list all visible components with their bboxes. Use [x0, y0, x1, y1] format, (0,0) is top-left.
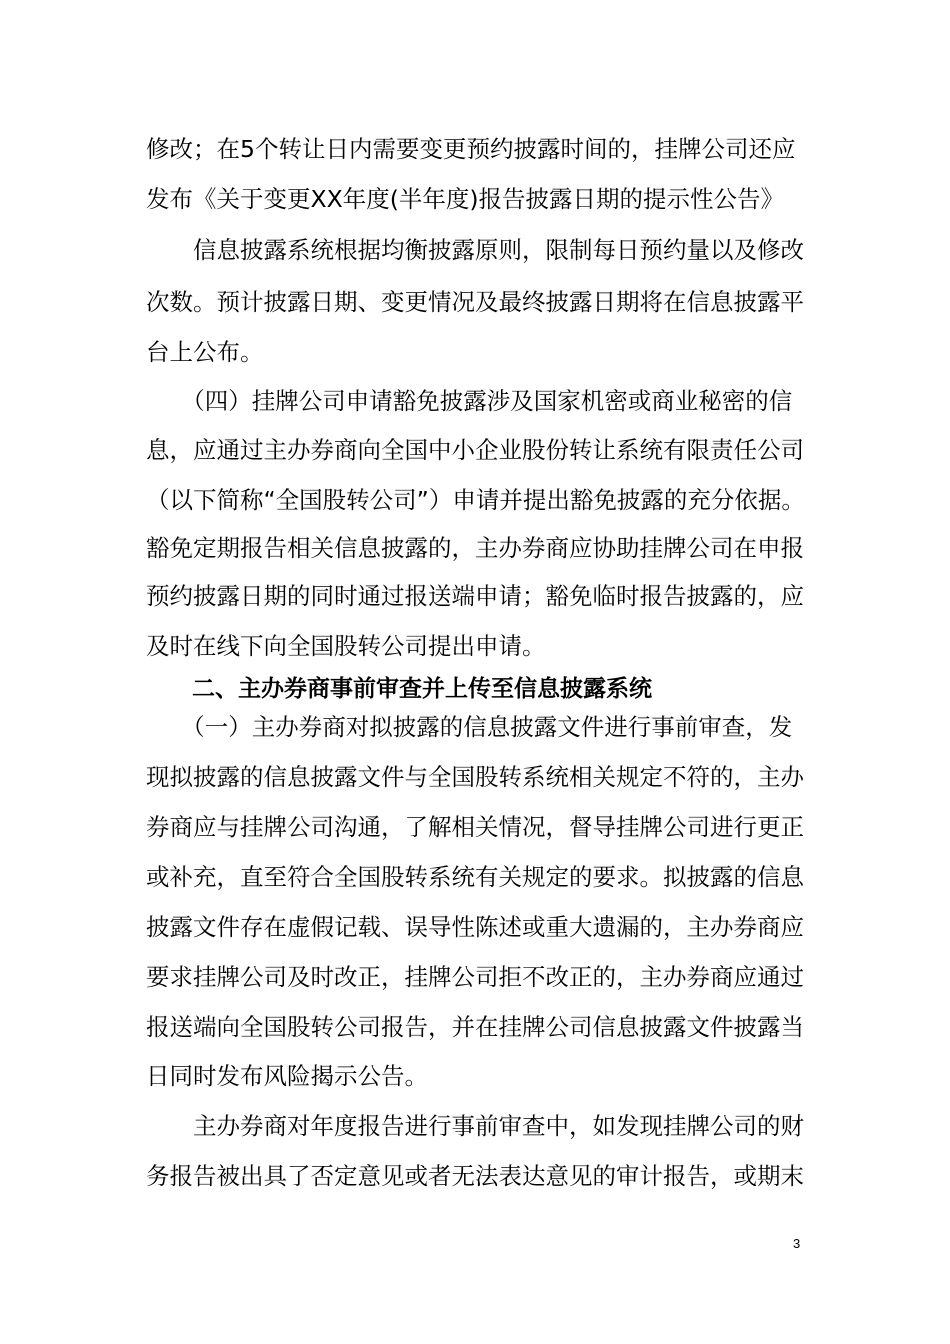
- body-text-line: 次数。预计披露日期、变更情况及最终披露日期将在信息披露平: [146, 288, 804, 316]
- page-number: 3: [793, 1236, 801, 1251]
- body-text-line: 信息披露系统根据均衡披露原则，限制每日预约量以及修改: [146, 236, 804, 264]
- body-text-line: 台上公布。: [146, 338, 264, 366]
- body-text-line: 披露文件存在虚假记载、误导性陈述或重大遗漏的，主办券商应: [146, 913, 804, 941]
- body-text-line: 券商应与挂牌公司沟通，了解相关情况，督导挂牌公司进行更正: [146, 813, 804, 841]
- body-text-line: （四）挂牌公司申请豁免披露涉及国家机密或商业秘密的信: [146, 387, 793, 415]
- body-text-line: 或补充，直至符合全国股转系统有关规定的要求。拟披露的信息: [146, 863, 804, 891]
- body-text-line: 发布《关于变更XX年度(半年度)报告披露日期的提示性公告》: [146, 185, 785, 213]
- body-text-line: 日同时发布风险揭示公告。: [146, 1062, 428, 1090]
- body-text-line: 豁免定期报告相关信息披露的，主办券商应协助挂牌公司在申报: [146, 534, 804, 562]
- body-text-line: 主办券商对年度报告进行事前审查中，如发现挂牌公司的财: [146, 1112, 804, 1140]
- body-text-line: （以下简称“全国股转公司”）申请并提出豁免披露的充分依据。: [146, 486, 805, 514]
- body-text-line: 现拟披露的信息披露文件与全国股转系统相关规定不符的，主办: [146, 763, 804, 791]
- section-heading: 二、主办券商事前审查并上传至信息披露系统: [146, 676, 652, 702]
- body-text-line: 及时在线下向全国股转公司提出申请。: [146, 632, 546, 660]
- body-text-line: 要求挂牌公司及时改正，挂牌公司拒不改正的，主办券商应通过: [146, 963, 804, 991]
- body-text-line: 务报告被出具了否定意见或者无法表达意见的审计报告，或期末: [146, 1162, 804, 1190]
- body-text-line: 修改；在5个转让日内需要变更预约披露时间的，挂牌公司还应: [146, 135, 796, 163]
- body-text-line: （一）主办券商对拟披露的信息披露文件进行事前审查，发: [146, 713, 793, 741]
- body-text-line: 预约披露日期的同时通过报送端申请；豁免临时报告披露的，应: [146, 582, 804, 610]
- body-text-line: 报送端向全国股转公司报告，并在挂牌公司信息披露文件披露当: [146, 1013, 804, 1041]
- body-text-line: 息，应通过主办券商向全国中小企业股份转让系统有限责任公司: [146, 436, 804, 464]
